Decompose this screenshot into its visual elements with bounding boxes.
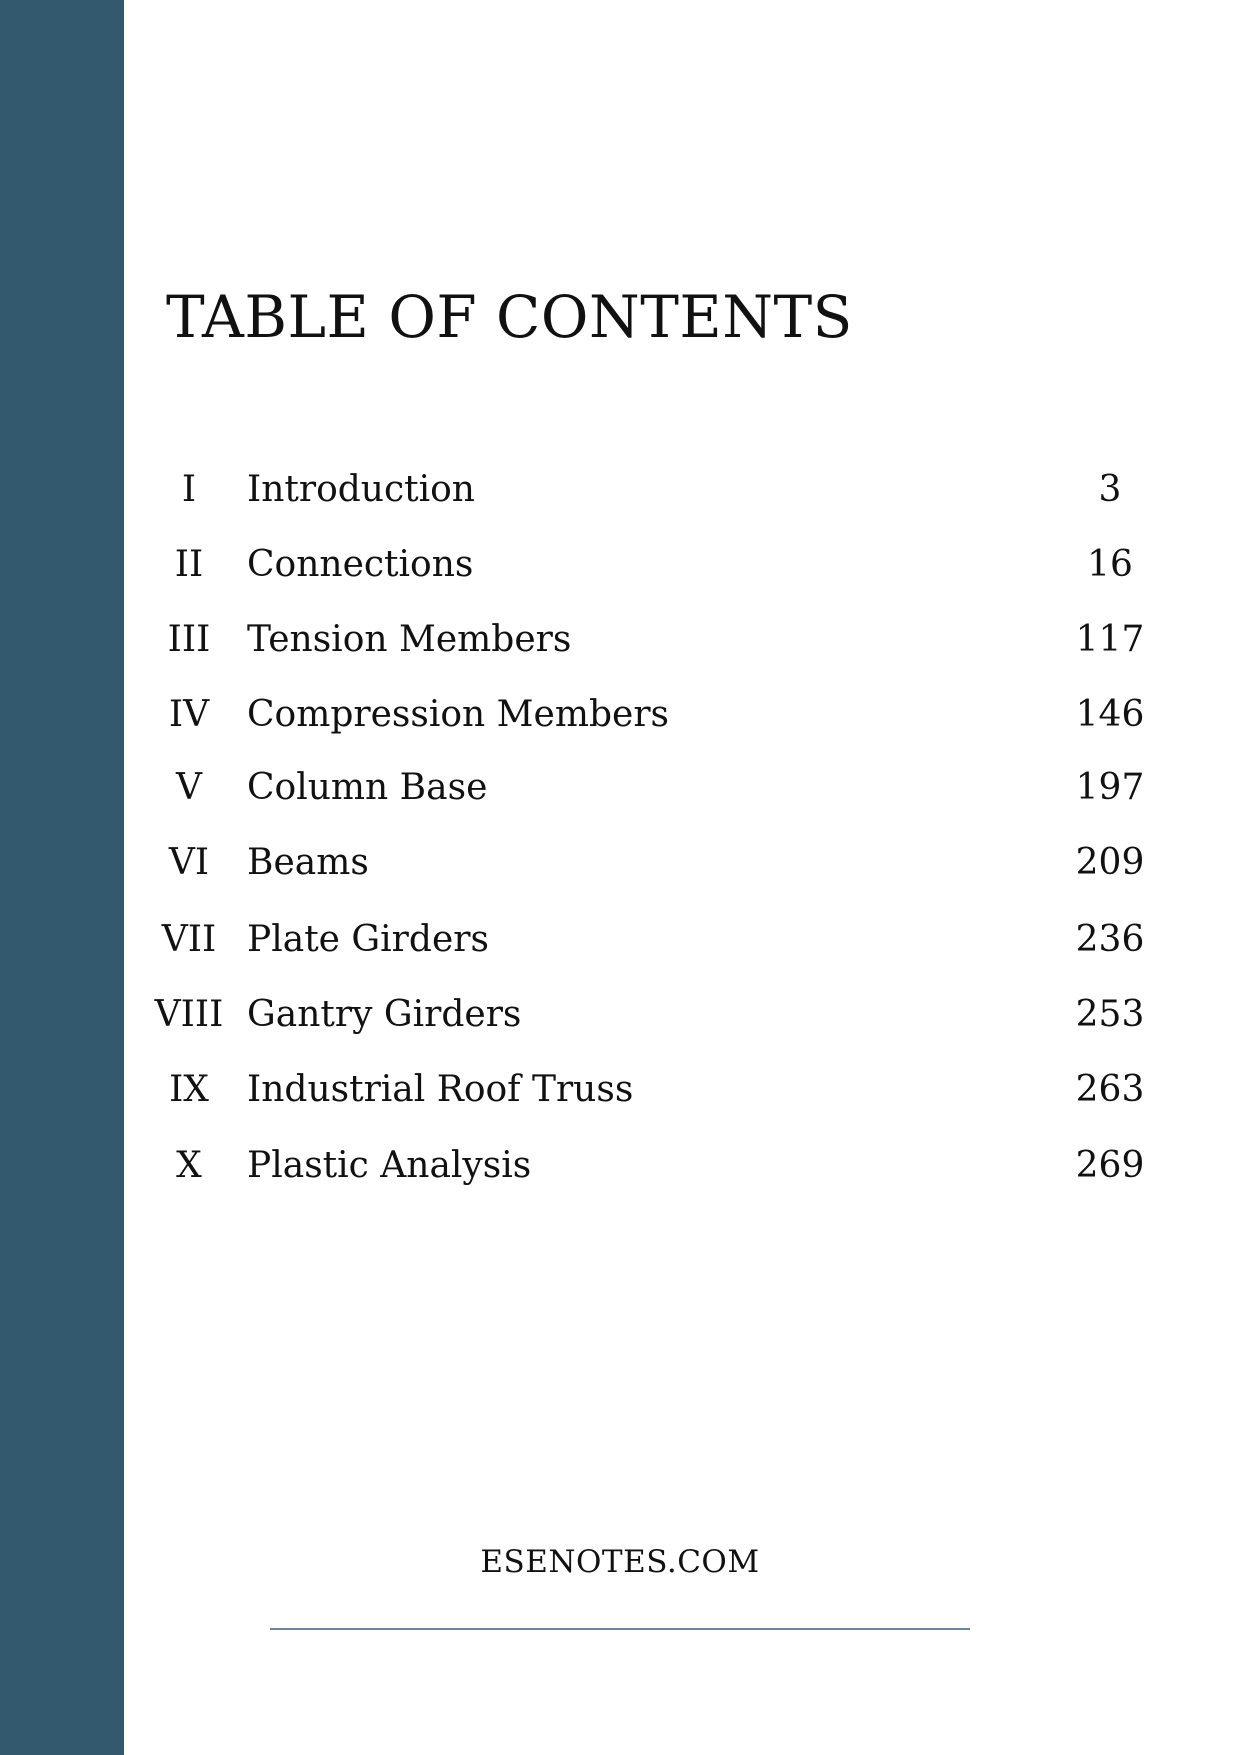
toc-numeral: VIII <box>154 994 224 1035</box>
toc-label: Gantry Girders <box>247 994 522 1035</box>
toc-label: Compression Members <box>247 694 670 735</box>
toc-label: Tension Members <box>247 619 572 660</box>
toc-page-number: 263 <box>1075 1069 1145 1110</box>
toc-entry[interactable] <box>150 910 1165 970</box>
toc-label: Industrial Roof Truss <box>247 1069 634 1110</box>
toc-page-number: 197 <box>1075 767 1145 808</box>
toc-numeral: X <box>176 1145 202 1186</box>
toc-page-number: 117 <box>1075 619 1145 660</box>
toc-label: Introduction <box>247 469 475 510</box>
page-title: TABLE OF CONTENTS <box>166 283 853 351</box>
toc-page-number: 209 <box>1075 842 1145 883</box>
side-bar <box>0 0 124 1755</box>
toc-page-number: 236 <box>1075 919 1145 960</box>
toc-list <box>150 460 1165 1200</box>
toc-numeral: II <box>174 544 204 585</box>
toc-numeral: III <box>167 619 211 660</box>
toc-page-number: 269 <box>1075 1145 1145 1186</box>
toc-label: Plate Girders <box>247 919 489 960</box>
toc-entry[interactable] <box>150 758 1165 818</box>
toc-entry[interactable] <box>150 833 1165 893</box>
toc-page-number: 253 <box>1075 994 1145 1035</box>
toc-numeral: V <box>176 767 202 808</box>
toc-label: Beams <box>247 842 369 883</box>
toc-page-number: 146 <box>1075 694 1145 735</box>
footer-divider <box>270 1628 970 1630</box>
toc-page-number: 3 <box>1098 469 1122 510</box>
toc-entry[interactable] <box>150 460 1165 520</box>
toc-entry[interactable] <box>150 985 1165 1045</box>
toc-numeral: VI <box>168 842 210 883</box>
toc-numeral: I <box>181 469 197 510</box>
toc-numeral: VII <box>161 919 217 960</box>
toc-numeral: IX <box>169 1069 209 1110</box>
toc-label: Connections <box>247 544 474 585</box>
toc-entry[interactable] <box>150 535 1165 595</box>
toc-entry[interactable] <box>150 685 1165 745</box>
toc-numeral: IV <box>168 694 210 735</box>
toc-page-number: 16 <box>1087 544 1133 585</box>
toc-label: Plastic Analysis <box>247 1145 532 1186</box>
site-footer: ESENOTES.COM <box>480 1544 760 1580</box>
toc-entry[interactable] <box>150 1136 1165 1196</box>
toc-entry[interactable] <box>150 610 1165 670</box>
toc-label: Column Base <box>247 767 488 808</box>
toc-entry[interactable] <box>150 1060 1165 1120</box>
